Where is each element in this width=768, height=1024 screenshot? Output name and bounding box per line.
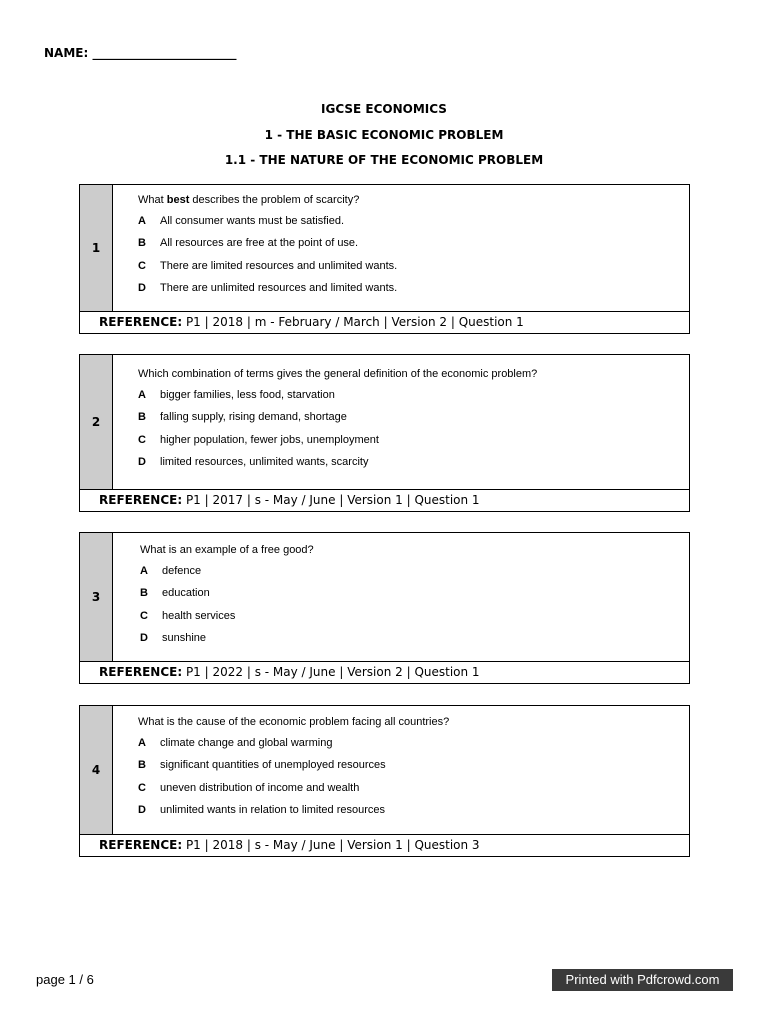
- option-letter: D: [138, 803, 146, 816]
- question-stem-text-end: describes the problem of scarcity?: [189, 194, 360, 206]
- reference-text: P1 | 2017 | s - May / June | Version 1 | Question 1: [182, 493, 480, 507]
- question-number: 1: [80, 185, 113, 311]
- option-letter: A: [140, 565, 148, 577]
- reference-label: REFERENCE:: [99, 665, 183, 679]
- question-stem: [138, 194, 689, 206]
- option-text: uneven distribution of income and wealth: [160, 781, 360, 794]
- reference-text: P1 | 2018 | m - February / March | Version 2 | Question 1: [182, 315, 524, 329]
- document-headings: [0, 101, 768, 178]
- option-letter: B: [138, 411, 146, 424]
- option-text: There are unlimited resources and limited wants.: [160, 281, 398, 294]
- name-field-label: NAME: ________________________: [44, 46, 237, 60]
- option-text: limited resources, unlimited wants, scarcity: [160, 455, 369, 468]
- option-letter: A: [138, 389, 146, 401]
- option-letter: D: [140, 631, 148, 644]
- question-block-3: [79, 532, 690, 684]
- answer-option: [140, 565, 689, 587]
- question-number: 4: [80, 706, 113, 834]
- question-row: [80, 185, 689, 312]
- reference-text: P1 | 2018 | s - May / June | Version 1 | Question 3: [182, 838, 480, 852]
- option-text: All consumer wants must be satisfied.: [160, 215, 345, 227]
- question-row: [80, 355, 689, 490]
- reference-row: [80, 312, 689, 333]
- question-body: [113, 355, 689, 489]
- option-text: falling supply, rising demand, shortage: [160, 411, 347, 424]
- answer-option: [138, 237, 689, 259]
- answer-option: [140, 587, 689, 609]
- answer-option: [138, 759, 689, 781]
- question-stem: [140, 544, 689, 556]
- question-stem-text: What is an example of a free good?: [140, 544, 314, 556]
- topic-heading: 1 - THE BASIC ECONOMIC PROBLEM: [264, 127, 504, 142]
- reference-text: P1 | 2022 | s - May / June | Version 2 | Question 1: [182, 665, 480, 679]
- reference-label: REFERENCE:: [99, 315, 183, 329]
- option-text: unlimited wants in relation to limited resources: [160, 803, 385, 816]
- question-stem: [138, 368, 689, 380]
- answer-option: [138, 434, 689, 456]
- printed-with-pdfcrowd-link[interactable]: Printed with Pdfcrowd.com: [552, 969, 733, 991]
- question-stem: [138, 716, 689, 728]
- option-letter: D: [138, 455, 146, 468]
- option-letter: B: [140, 587, 148, 600]
- question-stem-text: What is the cause of the economic problem facing all countries?: [138, 716, 450, 728]
- subtopic-heading: 1.1 - THE NATURE OF THE ECONOMIC PROBLEM: [224, 153, 544, 167]
- question-block-1: [79, 184, 690, 334]
- option-letter: A: [138, 737, 146, 749]
- reference-label: REFERENCE:: [99, 838, 183, 852]
- question-number: 2: [80, 355, 113, 489]
- option-text: bigger families, less food, starvation: [160, 389, 335, 401]
- question-row: [80, 706, 689, 835]
- answer-option: [138, 737, 689, 759]
- answer-option: [138, 456, 689, 478]
- option-text: higher population, fewer jobs, unemployment: [160, 433, 379, 446]
- option-letter: C: [138, 781, 146, 794]
- option-letter: C: [138, 259, 146, 272]
- option-text: health services: [162, 609, 236, 622]
- option-text: defence: [162, 565, 202, 577]
- question-body: [113, 185, 689, 311]
- option-text: There are limited resources and unlimited wants.: [160, 259, 398, 272]
- answer-option: [138, 782, 689, 804]
- reference-row: [80, 662, 689, 683]
- answer-option: [138, 282, 689, 304]
- option-letter: A: [138, 215, 146, 227]
- answer-option: [140, 610, 689, 632]
- option-text: All resources are free at the point of use.: [160, 237, 359, 250]
- option-text: education: [162, 587, 210, 600]
- question-body: [113, 706, 689, 834]
- question-stem-text: What: [138, 194, 167, 206]
- question-stem-text: Which combination of terms gives the general definition of the economic problem?: [138, 368, 538, 380]
- question-number: 3: [80, 533, 113, 661]
- question-block-2: [79, 354, 690, 512]
- question-block-4: [79, 705, 690, 857]
- option-letter: C: [140, 609, 148, 622]
- answer-option: [138, 260, 689, 282]
- option-text: sunshine: [162, 631, 207, 644]
- reference-row: [80, 490, 689, 511]
- reference-row: [80, 835, 689, 856]
- option-letter: C: [138, 433, 146, 446]
- subject-heading: IGCSE ECONOMICS: [321, 102, 447, 116]
- question-body: [113, 533, 689, 661]
- option-text: significant quantities of unemployed resources: [160, 759, 386, 772]
- option-letter: B: [138, 759, 146, 772]
- question-row: [80, 533, 689, 662]
- option-letter: D: [138, 281, 146, 294]
- reference-label: REFERENCE:: [99, 493, 183, 507]
- option-letter: B: [138, 237, 146, 250]
- answer-option: [138, 215, 689, 237]
- page-number: page 1 / 6: [36, 972, 94, 987]
- answer-option: [140, 632, 689, 654]
- answer-option: [138, 804, 689, 826]
- question-stem-emphasis: best: [166, 194, 190, 206]
- option-text: climate change and global warming: [160, 737, 333, 749]
- answer-option: [138, 411, 689, 433]
- answer-option: [138, 389, 689, 411]
